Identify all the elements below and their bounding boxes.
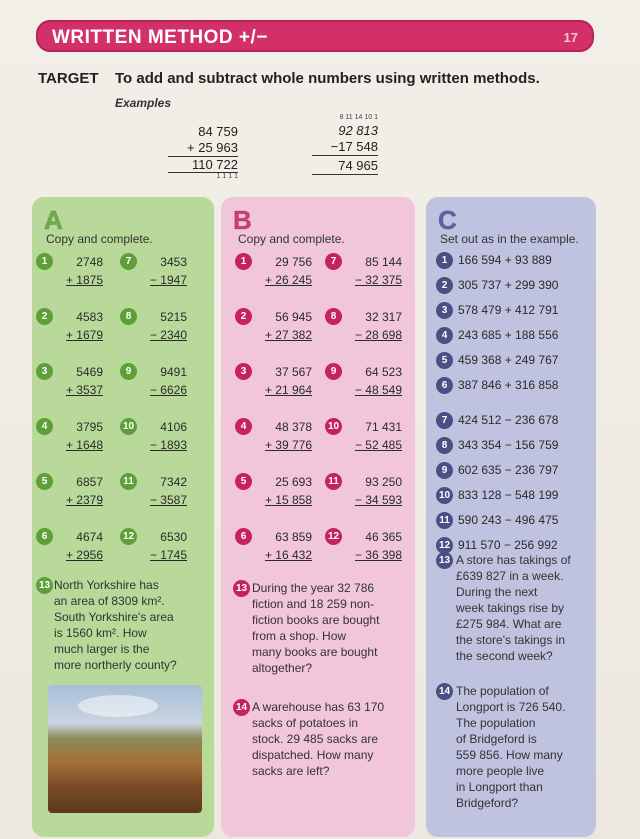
question-number: 14	[233, 699, 250, 716]
question-number: 11	[325, 473, 342, 490]
expression-text: 166 594 + 93 889	[458, 253, 552, 267]
question-text-line: Longport is 726 540.	[456, 700, 566, 714]
question-number: 7	[325, 253, 342, 270]
sum-top-number: 25 693	[275, 475, 312, 489]
expression-text: 833 128 − 548 199	[458, 488, 559, 502]
column-sum	[58, 253, 103, 289]
sum-bottom-number: − 32 375	[354, 273, 402, 287]
sum-bottom-number: + 1875	[65, 273, 103, 287]
sum-bottom-number: − 1745	[149, 548, 187, 562]
column-sum	[347, 363, 402, 399]
question-text-line: fiction and 18 259 non-	[252, 597, 375, 611]
question-number: 10	[325, 418, 342, 435]
target-label: TARGET	[38, 70, 99, 87]
column-sum	[58, 363, 103, 399]
sum-bottom-number: − 2340	[149, 328, 187, 342]
photo-cloud	[78, 695, 158, 717]
question-text-line: sacks of potatoes in	[252, 716, 359, 730]
sum-bottom-number: + 39 776	[264, 438, 312, 452]
question-number: 2	[436, 277, 453, 294]
question-number: 7	[436, 412, 453, 429]
example-subtraction	[312, 114, 378, 175]
question-number: 12	[436, 537, 453, 554]
sum-bottom-number: + 27 382	[264, 328, 312, 342]
page-number: 17	[563, 30, 578, 45]
column-sum	[257, 253, 312, 289]
sum-bottom-number: − 48 549	[354, 383, 402, 397]
expression-text: 243 685 + 188 556	[458, 328, 559, 342]
sum-top-number: 64 523	[365, 365, 402, 379]
moorland-photo	[48, 685, 202, 813]
question-text-line: During the year 32 786	[252, 581, 375, 595]
sum-bottom-number: − 36 398	[354, 548, 402, 562]
question-number: 9	[436, 462, 453, 479]
section-c-instruction: Set out as in the example.	[440, 232, 579, 246]
sum-top-number: 48 378	[275, 420, 312, 434]
expression-text: 578 479 + 412 791	[458, 303, 559, 317]
sum-bottom-number: + 1679	[65, 328, 103, 342]
question-number: 1	[235, 253, 252, 270]
column-sum	[58, 473, 103, 509]
column-sum	[58, 308, 103, 344]
question-text-line: fiction books are bought	[252, 613, 380, 627]
sum-bottom-number: − 1893	[149, 438, 187, 452]
sum-top-number: 3795	[76, 420, 103, 434]
question-text-line: North Yorkshire has	[54, 578, 159, 592]
examples-label: Examples	[115, 96, 172, 110]
question-number: 13	[36, 577, 53, 594]
question-text-line: more northerly county?	[54, 658, 177, 672]
question-text-line: many books are bought	[252, 645, 378, 659]
sum-top-number: 7342	[160, 475, 187, 489]
sum-top-number: 71 431	[365, 420, 402, 434]
question-number: 2	[36, 308, 53, 325]
sum-top-number: 9491	[160, 365, 187, 379]
sum-top-number: 46 365	[365, 530, 402, 544]
column-sum	[257, 308, 312, 344]
question-number: 1	[36, 253, 53, 270]
sum-bottom-number: + 21 964	[264, 383, 312, 397]
question-number: 4	[436, 327, 453, 344]
sum-bottom-number: + 3537	[65, 383, 103, 397]
column-sum	[257, 473, 312, 509]
question-text-line: A store has takings of	[456, 553, 571, 567]
section-c	[426, 197, 596, 837]
column-sum	[142, 308, 187, 344]
question-number: 2	[235, 308, 252, 325]
section-a-instruction: Copy and complete.	[46, 232, 153, 246]
sum-bottom-number: − 3587	[149, 493, 187, 507]
question-text-line: in Longport than	[456, 780, 543, 794]
column-sum	[347, 473, 402, 509]
expression-text: 459 368 + 249 767	[458, 353, 559, 367]
question-number: 3	[436, 302, 453, 319]
section-a	[32, 197, 214, 837]
question-text-line: the second week?	[456, 649, 553, 663]
question-text-line: much larger is the	[54, 642, 150, 656]
sum-top-number: 56 945	[275, 310, 312, 324]
sum-bottom-number: − 6626	[149, 383, 187, 397]
column-sum	[347, 418, 402, 454]
question-number: 8	[120, 308, 137, 325]
sum-bottom-number: − 1947	[149, 273, 187, 287]
question-text-line: Bridgeford?	[456, 796, 519, 810]
question-number: 6	[36, 528, 53, 545]
expression-text: 305 737 + 299 390	[458, 278, 559, 292]
question-number: 11	[120, 473, 137, 490]
question-text-line: the store's takings in	[456, 633, 566, 647]
example-sub-result: 74 965	[312, 155, 378, 175]
section-c-letter: C	[438, 205, 457, 235]
sum-top-number: 4583	[76, 310, 103, 324]
sum-top-number: 5469	[76, 365, 103, 379]
header-title: WRITTEN METHOD +/−	[52, 27, 268, 48]
question-text-line: altogether?	[252, 661, 313, 675]
question-text-line: £639 827 in a week.	[456, 569, 564, 583]
expression-text: 387 846 + 316 858	[458, 378, 559, 392]
page-header	[36, 20, 594, 52]
expression-text: 343 354 − 156 759	[458, 438, 559, 452]
question-text-line: A warehouse has 63 170	[252, 700, 385, 714]
question-number: 3	[235, 363, 252, 380]
sum-top-number: 4106	[160, 420, 187, 434]
example-sub-borrows: 8 11 14 10 1	[339, 114, 378, 121]
question-number: 10	[436, 487, 453, 504]
column-sum	[257, 418, 312, 454]
question-text-line: The population of	[456, 684, 549, 698]
question-number: 5	[36, 473, 53, 490]
target-text: To add and subtract whole numbers using written methods.	[115, 70, 540, 87]
sum-bottom-number: + 26 245	[264, 273, 312, 287]
question-text-line: more people live	[456, 764, 545, 778]
section-b-letter: B	[233, 205, 252, 235]
question-text-line: of Bridgeford is	[456, 732, 537, 746]
column-sum	[257, 363, 312, 399]
example-sub-a: 92 813	[338, 123, 378, 138]
question-number: 13	[436, 552, 453, 569]
sum-top-number: 6530	[160, 530, 187, 544]
sum-bottom-number: + 16 432	[264, 548, 312, 562]
question-number: 4	[235, 418, 252, 435]
expression-text: 590 243 − 496 475	[458, 513, 559, 527]
sum-top-number: 93 250	[365, 475, 402, 489]
example-add-result: 110 722	[168, 156, 238, 172]
question-number: 9	[120, 363, 137, 380]
column-sum	[142, 418, 187, 454]
column-sum	[142, 528, 187, 564]
section-b	[221, 197, 415, 837]
question-number: 5	[235, 473, 252, 490]
question-number: 4	[36, 418, 53, 435]
example-add-carries: 1 1 1 1	[168, 172, 238, 181]
section-b-instruction: Copy and complete.	[238, 232, 345, 246]
expression-text: 424 512 − 236 678	[458, 413, 559, 427]
column-sum	[58, 528, 103, 564]
question-text-line: is 1560 km². How	[54, 626, 147, 640]
sum-top-number: 6857	[76, 475, 103, 489]
column-sum	[58, 418, 103, 454]
example-add-b: + 25 963	[187, 140, 238, 155]
expression-text: 602 635 − 236 797	[458, 463, 559, 477]
question-number: 14	[436, 683, 453, 700]
sum-top-number: 5215	[160, 310, 187, 324]
question-text-line: stock. 29 485 sacks are	[252, 732, 379, 746]
sum-top-number: 37 567	[275, 365, 312, 379]
question-number: 8	[325, 308, 342, 325]
question-number: 7	[120, 253, 137, 270]
column-sum	[257, 528, 312, 564]
question-number: 11	[436, 512, 453, 529]
question-number: 9	[325, 363, 342, 380]
sum-bottom-number: − 28 698	[354, 328, 402, 342]
question-text-line: sacks are left?	[252, 764, 330, 778]
question-number: 5	[436, 352, 453, 369]
section-a-letter: A	[44, 205, 63, 235]
sum-top-number: 85 144	[365, 255, 402, 269]
example-addition	[168, 124, 238, 181]
example-sub-b: −17 548	[330, 139, 378, 154]
question-number: 13	[233, 580, 250, 597]
sum-top-number: 2748	[76, 255, 103, 269]
sum-bottom-number: + 2379	[65, 493, 103, 507]
expression-text: 911 570 − 256 992	[458, 538, 558, 552]
question-number: 6	[235, 528, 252, 545]
column-sum	[347, 308, 402, 344]
question-text-line: The population	[456, 716, 536, 730]
question-text-line: £275 984. What are	[456, 617, 562, 631]
question-number: 12	[325, 528, 342, 545]
sum-top-number: 3453	[160, 255, 187, 269]
example-add-a: 84 759	[198, 124, 238, 139]
sum-top-number: 63 859	[275, 530, 312, 544]
sum-bottom-number: + 1648	[65, 438, 103, 452]
question-number: 8	[436, 437, 453, 454]
question-number: 10	[120, 418, 137, 435]
question-text-line: from a shop. How	[252, 629, 347, 643]
sum-top-number: 32 317	[365, 310, 402, 324]
sum-bottom-number: + 2956	[65, 548, 103, 562]
question-number: 6	[436, 377, 453, 394]
column-sum	[142, 253, 187, 289]
column-sum	[347, 253, 402, 289]
sum-bottom-number: + 15 858	[264, 493, 312, 507]
question-text-line: an area of 8309 km².	[54, 594, 165, 608]
sum-top-number: 4674	[76, 530, 103, 544]
question-text-line: dispatched. How many	[252, 748, 374, 762]
question-number: 3	[36, 363, 53, 380]
question-text-line: week takings rise by	[456, 601, 565, 615]
column-sum	[142, 473, 187, 509]
question-number: 12	[120, 528, 137, 545]
question-text-line: During the next	[456, 585, 538, 599]
column-sum	[347, 528, 402, 564]
question-text-line: South Yorkshire's area	[54, 610, 174, 624]
question-text-line: 559 856. How many	[456, 748, 563, 762]
column-sum	[142, 363, 187, 399]
question-number: 1	[436, 252, 453, 269]
sum-bottom-number: − 34 593	[354, 493, 402, 507]
sum-bottom-number: − 52 485	[354, 438, 402, 452]
sum-top-number: 29 756	[275, 255, 312, 269]
